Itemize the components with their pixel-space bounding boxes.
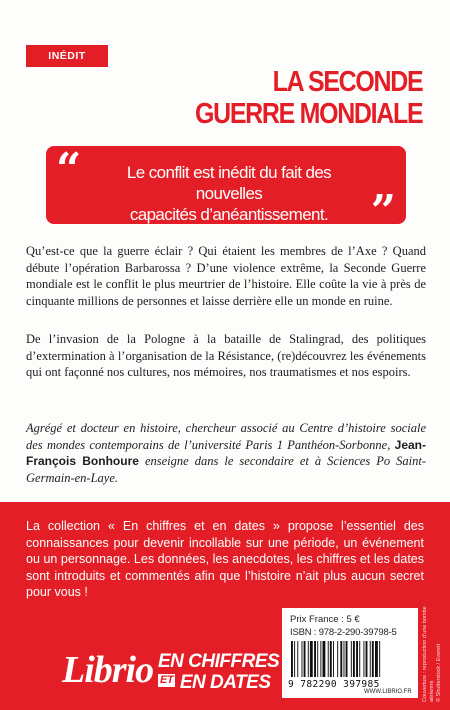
series-logo: [158, 651, 280, 694]
credit-line-1: Couverture : reproduction d’une bombe aérienne: [422, 606, 435, 702]
bio-outro: enseigne dans le secondaire et à Sciences Po Saint-Germain-en-Laye.: [26, 454, 426, 485]
author-name: Jean-François Bonhoure: [26, 437, 426, 468]
publisher-website: WWW.LIBRIO.FR: [364, 689, 412, 695]
series-line-2: [158, 673, 271, 692]
quote-line-2: capacités d’anéantissement.: [129, 205, 329, 224]
barcode-icon: [290, 641, 410, 677]
synopsis-paragraph-2: De l’invasion de la Pologne à la bataille de Stalingrad, des politiques d’extermination à l’organisation de la Résistance, (re)découvrez les événements qui ont façonné nos cultures, nos mémoires, nos traumatismes et nos espoirs.: [26, 332, 426, 379]
price-label: Prix France : 5 €: [290, 614, 360, 625]
pull-quote: [46, 144, 406, 237]
title-line-1: LA SECONDE: [272, 66, 422, 98]
isbn-label: ISBN : 978-2-290-39798-5: [290, 627, 397, 638]
series-et-box: ET: [160, 674, 174, 687]
series-line-2-text: EN DATES: [179, 672, 271, 693]
quote-line-1: Le conflit est inédit du fait des nouvelles: [126, 163, 332, 203]
title-line-2: GUERRE MONDIALE: [194, 98, 422, 130]
barcode-panel: [282, 608, 418, 698]
synopsis-paragraph-1: Qu’est-ce que la guerre éclair ? Qui étaient les membres de l’Axe ? Quand débute l’opération Barbarossa ? D’une violence extrême, la Seconde Guerre mondiale est le conflit le plus meurtrier de l’histoire. Elle coûte la vie à près de cinquante millions de personnes et laisse derrière elle un monde en ruine.: [26, 244, 426, 308]
open-quote-icon: “: [56, 144, 82, 195]
publisher-logo: Librio: [62, 649, 154, 691]
book-title: [195, 66, 422, 130]
quote-text: [96, 162, 362, 225]
new-badge: INÉDIT: [26, 45, 108, 67]
author-bio: [26, 420, 426, 486]
close-quote-icon: ”: [370, 186, 396, 237]
credit-line-2: © Shutterstock / Everett: [436, 643, 442, 702]
bio-intro: Agrégé et docteur en histoire, chercheur associé au Centre d’histoire sociale des mondes contemporains de l’université Paris 1 Panthéon-Sorbonne,: [26, 421, 426, 452]
collection-description: La collection « En chiffres et en dates » propose l’essentiel des connaissances pour devenir incollable sur une période, un événement ou un personnage. Les données, les anecdotes, les chiffres et les dates sont introduits et commentés afin que l’histoire n’ait plus aucun secret pour vous !: [26, 519, 424, 599]
barcode-number: 9 782290 397985: [288, 679, 380, 690]
cover-credit: [422, 592, 443, 702]
series-line-1: EN CHIFFRES: [158, 651, 280, 672]
